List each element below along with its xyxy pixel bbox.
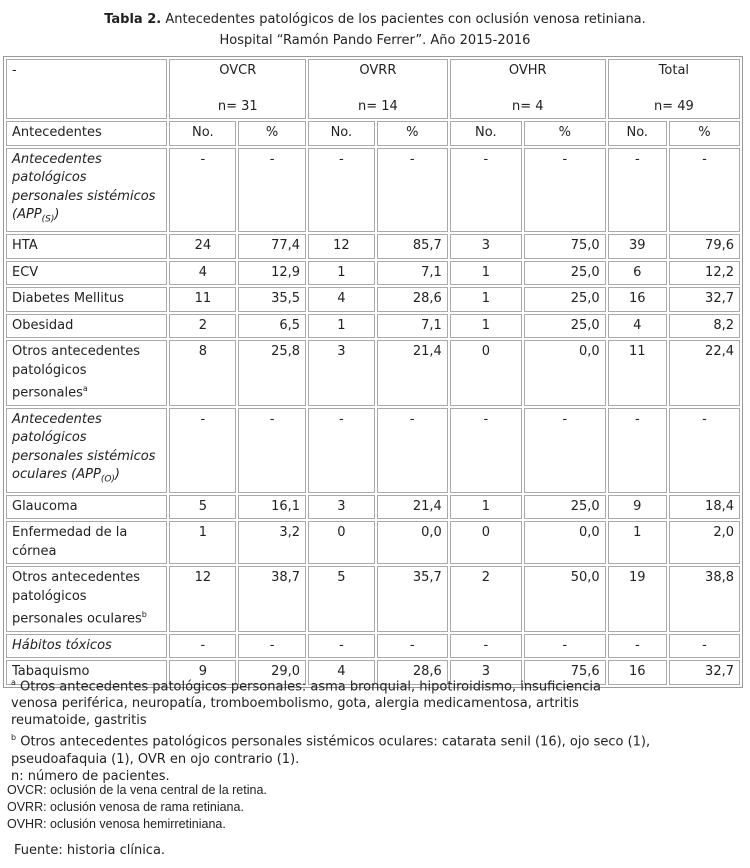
corner-label: - xyxy=(12,63,17,78)
cell-percent: 25,0 xyxy=(524,314,606,339)
cell-percent: - xyxy=(377,408,448,493)
cell-percent: 38,8 xyxy=(669,566,740,632)
row-label-text: HTA xyxy=(12,238,38,254)
cell-count: 3 xyxy=(308,340,375,406)
row-label xyxy=(6,148,167,233)
caption-title: Antecedentes patológicos de los pacientes con oclusión venosa retiniana. xyxy=(161,12,646,27)
cell-percent: - xyxy=(669,634,740,659)
subheader-pct: % xyxy=(238,121,306,146)
cell-count: 5 xyxy=(308,566,375,632)
cell-count: - xyxy=(169,408,236,493)
cell-percent: 12,2 xyxy=(669,261,740,286)
row-label-text: Obesidad xyxy=(12,317,74,333)
corner-cell xyxy=(6,59,167,119)
cell-percent: 75,6 xyxy=(524,660,606,685)
footnote-a-text: Otros antecedentes patológicos personales: asma bronquial, hipotiroidismo, insuficiencia venosa periférica, neuropatía, tromboembolismo, gota, alergia medicamentosa, artritis reumatoide, gastritis xyxy=(11,679,601,729)
row-label-text: Enfermedad de la córnea xyxy=(12,525,128,559)
cell-percent: 50,0 xyxy=(524,566,606,632)
subheader-no: No. xyxy=(169,121,236,146)
group-name: OVHR xyxy=(508,63,547,78)
cell-count: 2 xyxy=(450,566,522,632)
cell-count: - xyxy=(169,634,236,659)
cell-count: 1 xyxy=(308,261,375,286)
cell-percent: 2,0 xyxy=(669,521,740,564)
row-label-text: Tabaquismo xyxy=(12,664,90,680)
cell-percent: 38,7 xyxy=(238,566,306,632)
cell-count: 16 xyxy=(608,660,667,685)
cell-percent: 25,0 xyxy=(524,261,606,286)
cell-count: 11 xyxy=(169,287,236,312)
footnote-n: n: número de pacientes. xyxy=(11,768,170,784)
cell-percent: - xyxy=(669,408,740,493)
cell-percent: - xyxy=(238,634,306,659)
cell-count: 1 xyxy=(450,495,522,520)
group-name: Total xyxy=(658,63,690,78)
cell-count: 1 xyxy=(608,521,667,564)
table-row xyxy=(6,566,740,632)
table-row xyxy=(6,634,740,659)
cell-count: 1 xyxy=(450,287,522,312)
cell-percent: 3,2 xyxy=(238,521,306,564)
table-row xyxy=(6,340,740,406)
group-n: n= 4 xyxy=(511,99,544,114)
subheader-pct: % xyxy=(377,121,448,146)
row-label-subscript: (O) xyxy=(100,475,115,486)
footnote-a-mark: a xyxy=(11,678,16,687)
cell-count: 12 xyxy=(169,566,236,632)
cell-count: 5 xyxy=(169,495,236,520)
table-row xyxy=(6,521,740,564)
subheader-pct: % xyxy=(669,121,740,146)
cell-percent: 75,0 xyxy=(524,234,606,259)
cell-count: 8 xyxy=(169,340,236,406)
cell-percent: 0,0 xyxy=(377,521,448,564)
cell-count: - xyxy=(308,634,375,659)
cell-percent: 0,0 xyxy=(524,521,606,564)
cell-count: 16 xyxy=(608,287,667,312)
cell-count: - xyxy=(450,148,522,233)
caption-line-2: Hospital “Ramón Pando Ferrer”. Año 2015-2016 xyxy=(219,33,531,48)
footnote-b xyxy=(11,729,651,767)
group-header-total xyxy=(608,59,740,119)
cell-percent: 32,7 xyxy=(669,660,740,685)
cell-count: - xyxy=(308,408,375,493)
caption-label: Tabla 2. xyxy=(104,12,162,27)
group-n: n= 49 xyxy=(653,99,694,114)
data-table xyxy=(3,56,743,688)
cell-count: 0 xyxy=(450,340,522,406)
row-label xyxy=(6,521,167,564)
cell-percent: 21,4 xyxy=(377,340,448,406)
cell-count: 4 xyxy=(308,287,375,312)
cell-percent: 25,0 xyxy=(524,287,606,312)
row-label-text: ECV xyxy=(12,264,39,280)
row-label-suffix: ) xyxy=(54,207,60,222)
cell-count: 0 xyxy=(450,521,522,564)
cell-percent: - xyxy=(238,408,306,493)
row-label-text: Antecedentes patológicos personales sistémicos (APP xyxy=(12,151,156,222)
row-label xyxy=(6,340,167,406)
cell-count: 1 xyxy=(450,314,522,339)
row-label xyxy=(6,408,167,493)
footnotes xyxy=(11,674,651,785)
cell-count: 19 xyxy=(608,566,667,632)
cell-percent: 22,4 xyxy=(669,340,740,406)
row-label-text: Otros antecedentes patológicos personales xyxy=(12,344,141,401)
cell-percent: - xyxy=(377,148,448,233)
cell-percent: 6,5 xyxy=(238,314,306,339)
subheader-pct: % xyxy=(524,121,606,146)
cell-count: 12 xyxy=(308,234,375,259)
row-label-text: Diabetes Mellitus xyxy=(12,291,124,307)
cell-percent: 21,4 xyxy=(377,495,448,520)
cell-percent: - xyxy=(377,634,448,659)
cell-percent: 28,6 xyxy=(377,287,448,312)
cell-percent: 79,6 xyxy=(669,234,740,259)
subheader-label: Antecedentes xyxy=(6,121,167,146)
cell-count: - xyxy=(308,148,375,233)
cell-count: 0 xyxy=(308,521,375,564)
group-header-ovrr xyxy=(308,59,448,119)
row-label-text: Antecedentes patológicos personales sistémicos oculares (APP xyxy=(12,411,156,483)
group-n: n= 31 xyxy=(217,99,258,114)
subheader-no: No. xyxy=(450,121,522,146)
row-label xyxy=(6,495,167,520)
cell-count: 9 xyxy=(169,660,236,685)
row-label-suffix: ) xyxy=(114,467,120,483)
cell-count: 3 xyxy=(450,234,522,259)
group-name: OVRR xyxy=(359,63,397,78)
row-label-subscript: (S) xyxy=(41,214,55,225)
cell-count: 2 xyxy=(169,314,236,339)
table-row xyxy=(6,148,740,233)
cell-percent: 77,4 xyxy=(238,234,306,259)
cell-percent: - xyxy=(238,148,306,233)
cell-percent: 29,0 xyxy=(238,660,306,685)
cell-count: 4 xyxy=(169,261,236,286)
subheader-no: No. xyxy=(308,121,375,146)
table-row xyxy=(6,261,740,286)
row-label-text: Glaucoma xyxy=(12,498,78,514)
group-n: n= 14 xyxy=(357,99,398,114)
cell-percent: 0,0 xyxy=(524,340,606,406)
group-header-ovcr xyxy=(169,59,306,119)
subheader-row xyxy=(6,121,740,146)
cell-percent: 35,7 xyxy=(377,566,448,632)
cell-percent: 25,0 xyxy=(524,495,606,520)
row-label-text: Otros antecedentes patológicos personales oculares xyxy=(12,570,142,627)
cell-count: - xyxy=(608,634,667,659)
cell-percent: 35,5 xyxy=(238,287,306,312)
table-row xyxy=(6,314,740,339)
row-label-text: Hábitos tóxicos xyxy=(12,637,112,653)
cell-percent: 12,9 xyxy=(238,261,306,286)
cell-percent: 18,4 xyxy=(669,495,740,520)
cell-percent: 85,7 xyxy=(377,234,448,259)
cell-percent: 8,2 xyxy=(669,314,740,339)
table-row xyxy=(6,234,740,259)
abbreviation-ovhr: OVHR: oclusión venosa hemirretiniana. xyxy=(7,817,226,831)
group-header-row xyxy=(6,59,740,119)
subheader-no: No. xyxy=(608,121,667,146)
cell-count: 24 xyxy=(169,234,236,259)
cell-percent: - xyxy=(524,408,606,493)
cell-count: - xyxy=(450,634,522,659)
cell-count: 6 xyxy=(608,261,667,286)
cell-count: - xyxy=(608,148,667,233)
cell-count: 1 xyxy=(169,521,236,564)
cell-count: 3 xyxy=(308,495,375,520)
cell-count: - xyxy=(608,408,667,493)
cell-count: - xyxy=(169,148,236,233)
table-row xyxy=(6,408,740,493)
cell-count: 39 xyxy=(608,234,667,259)
row-label xyxy=(6,261,167,286)
cell-percent: 7,1 xyxy=(377,314,448,339)
cell-percent: 25,8 xyxy=(238,340,306,406)
cell-percent: 16,1 xyxy=(238,495,306,520)
cell-count: 3 xyxy=(450,660,522,685)
cell-count: 11 xyxy=(608,340,667,406)
cell-percent: 32,7 xyxy=(669,287,740,312)
cell-count: 1 xyxy=(450,261,522,286)
row-label xyxy=(6,314,167,339)
footnote-a xyxy=(11,674,651,729)
cell-count: 9 xyxy=(608,495,667,520)
group-header-ovhr xyxy=(450,59,606,119)
table-caption xyxy=(0,9,750,51)
abbreviation-ovrr: OVRR: oclusión venosa de rama retiniana. xyxy=(7,800,244,814)
row-label xyxy=(6,634,167,659)
caption-line-1 xyxy=(0,9,750,30)
footnote-b-mark: b xyxy=(11,733,17,743)
abbreviations xyxy=(7,782,707,833)
cell-percent: - xyxy=(524,634,606,659)
row-label-footnote-mark: b xyxy=(141,610,147,620)
cell-count: 4 xyxy=(308,660,375,685)
footnote-b-text: Otros antecedentes patológicos personales sistémicos oculares: catarata senil (16), ojo seco (1), pseudoafaquia (1), OVR en ojo contrario (1). xyxy=(11,734,651,767)
row-label xyxy=(6,566,167,632)
source-note: Fuente: historia clínica. xyxy=(14,843,166,858)
cell-percent: - xyxy=(669,148,740,233)
table-row xyxy=(6,287,740,312)
table-row xyxy=(6,495,740,520)
cell-percent: 28,6 xyxy=(377,660,448,685)
row-label-footnote-mark: a xyxy=(82,384,88,394)
group-name: OVCR xyxy=(219,63,257,78)
row-label xyxy=(6,234,167,259)
cell-count: 1 xyxy=(308,314,375,339)
row-label xyxy=(6,287,167,312)
cell-percent: 7,1 xyxy=(377,261,448,286)
abbreviation-ovcr: OVCR: oclusión de la vena central de la retina. xyxy=(7,783,267,797)
cell-count: 4 xyxy=(608,314,667,339)
cell-percent: - xyxy=(524,148,606,233)
cell-count: - xyxy=(450,408,522,493)
